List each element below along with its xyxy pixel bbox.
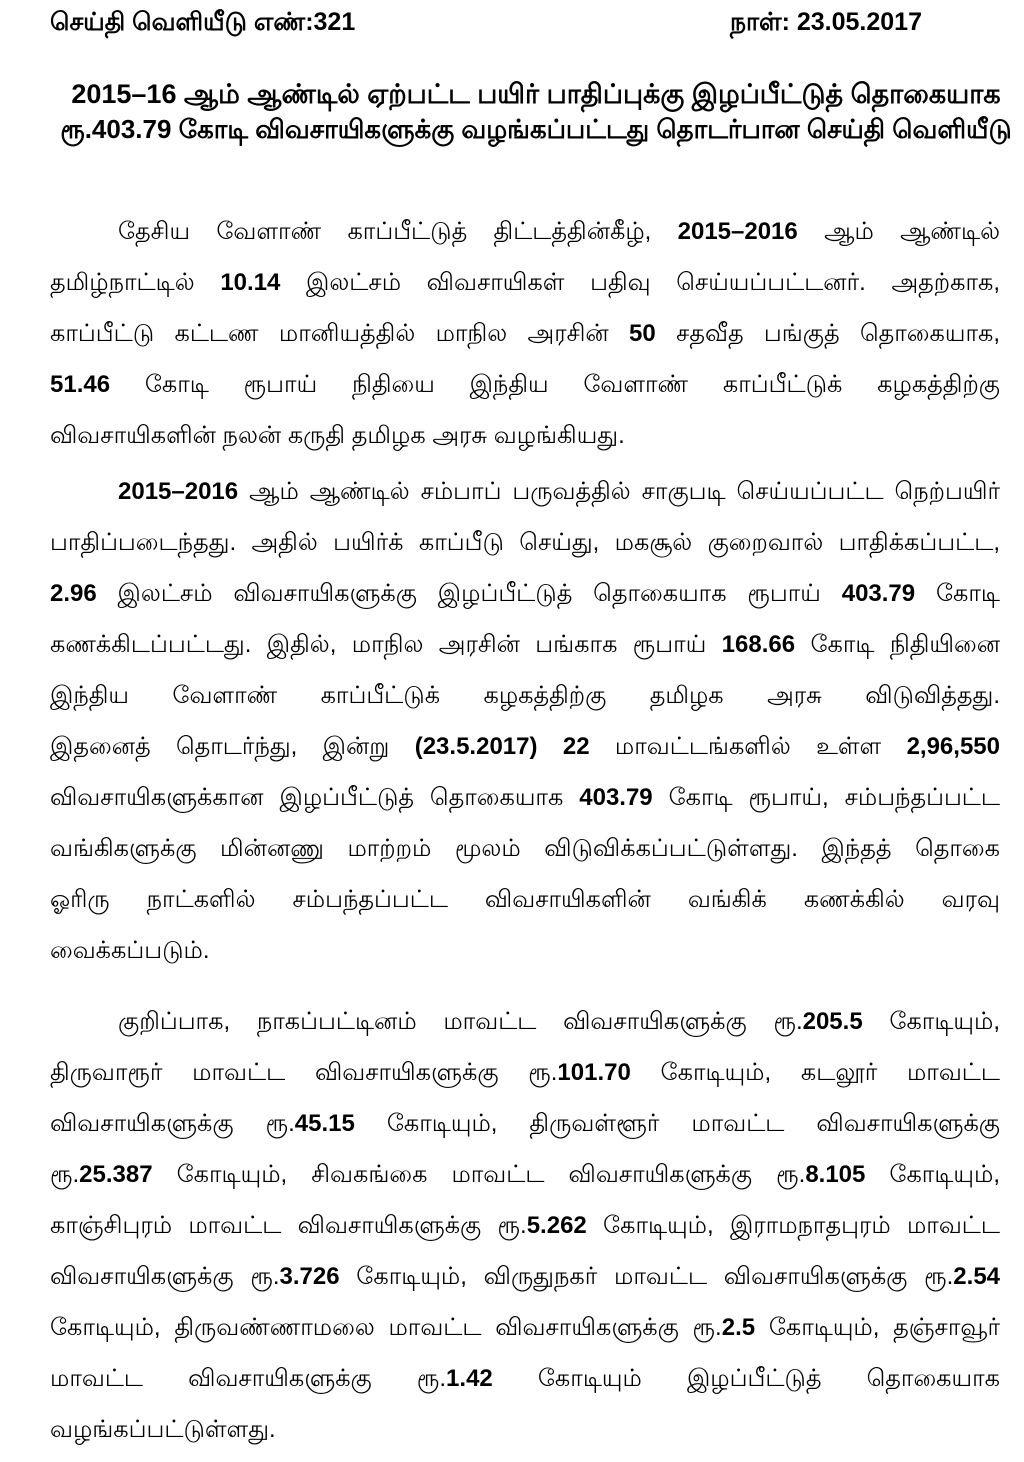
paragraph-line: விவசாயிகளின் நலன் கருதி தமிழக அரசு வழங்கியது. [50,422,625,449]
paragraph-district-amounts [50,996,1000,1455]
release-date: நாள்: 23.05.2017 [729,8,922,36]
paragraph-line: 2015–2016 ஆம் ஆண்டில் சம்பாப் பருவத்தில் சாகுபடி செய்யப்பட்ட நெற்பயிர் [118,478,1000,505]
release-header [50,6,922,38]
paragraph-line: வழங்கப்பட்டுள்ளது. [50,1416,276,1443]
paragraph-line: மாவட்ட விவசாயிகளுக்கு ரூ.1.42 கோடியும் இழப்பீட்டுத் தொகையாக [50,1365,1000,1392]
paragraph-line: விவசாயிகளுக்கு ரூ.45.15 கோடியும், திருவள்ளூர் மாவட்ட விவசாயிகளுக்கு [50,1110,1000,1137]
paragraph-line: 2.96 இலட்சம் விவசாயிகளுக்கு இழப்பீட்டுத் தொகையாக ரூபாய் 403.79 கோடி [50,580,1000,607]
paragraph-line: கோடியும், திருவண்ணாமலை மாவட்ட விவசாயிகளுக்கு ரூ.2.5 கோடியும், தஞ்சாவூர் [50,1314,1000,1341]
paragraph-line: காப்பீட்டு கட்டண மானியத்தில் மாநில அரசின் 50 சதவீத பங்குத் தொகையாக, [50,320,1001,347]
paragraph-line: தமிழ்நாட்டில் 10.14 இலட்சம் விவசாயிகள் பதிவு செய்யப்பட்டனர். அதற்காக, [50,269,1000,296]
paragraph-line: இந்திய வேளாண் காப்பீட்டுக் கழகத்திற்கு தமிழக அரசு விடுவித்தது. [50,682,1000,709]
title-line: ரூ.403.79 கோடி விவசாயிகளுக்கு வழங்கப்பட்டது தொடர்பான செய்தி வெளியீடு [60,114,1012,144]
paragraph-line: விவசாயிகளுக்கு ரூ.3.726 கோடியும், விருதுநகர் மாவட்ட விவசாயிகளுக்கு ரூ.2.54 [50,1263,1001,1290]
paragraph-line: பாதிப்படைந்தது. அதில் பயிர்க் காப்பீடு செய்து, மகசூல் குறைவால் பாதிக்கப்பட்ட, [50,529,1000,556]
paragraph-line: விவசாயிகளுக்கான இழப்பீட்டுத் தொகையாக 403.79 கோடி ரூபாய், சம்பந்தப்பட்ட [50,784,1001,811]
title-line: 2015–16 ஆம் ஆண்டில் ஏற்பட்ட பயிர் பாதிப்புக்கு இழப்பீட்டுத் தொகையாக [71,79,1001,109]
paragraph-line: 51.46 கோடி ரூபாய் நிதியை இந்திய வேளாண் காப்பீட்டுக் கழகத்திற்கு [50,371,1000,398]
release-number: செய்தி வெளியீடு எண்:321 [50,8,356,36]
paragraph-line: வங்கிகளுக்கு மின்னணு மாற்றம் மூலம் விடுவிக்கப்பட்டுள்ளது. இந்தத் தொகை [50,835,1000,862]
paragraph-line: ரூ.25.387 கோடியும், சிவகங்கை மாவட்ட விவசாயிகளுக்கு ரூ.8.105 கோடியும், [50,1161,1000,1188]
paragraph-line: வைக்கப்படும். [50,937,210,964]
release-title [52,77,1020,147]
paragraph-insurance-premium [50,206,1000,461]
paragraph-line: குறிப்பாக, நாகப்பட்டினம் மாவட்ட விவசாயிகளுக்கு ரூ.205.5 கோடியும், [118,1008,1000,1035]
paragraph-compensation-release [50,466,1000,976]
paragraph-line: காஞ்சிபுரம் மாவட்ட விவசாயிகளுக்கு ரூ.5.262 கோடியும், இராமநாதபுரம் மாவட்ட [50,1212,1000,1239]
paragraph-line: இதனைத் தொடர்ந்து, இன்று (23.5.2017) 22 மாவட்டங்களில் உள்ள 2,96,550 [50,733,1000,760]
paragraph-line: கணக்கிடப்பட்டது. இதில், மாநில அரசின் பங்காக ரூபாய் 168.66 கோடி நிதியினை [50,631,1000,658]
paragraph-line: தேசிய வேளாண் காப்பீட்டுத் திட்டத்தின்கீழ், 2015–2016 ஆம் ஆண்டில் [118,218,1000,245]
paragraph-line: ஓரிரு நாட்களில் சம்பந்தப்பட்ட விவசாயிகளின் வங்கிக் கணக்கில் வரவு [50,886,1000,913]
paragraph-line: திருவாரூர் மாவட்ட விவசாயிகளுக்கு ரூ.101.70 கோடியும், கடலூர் மாவட்ட [50,1059,1000,1086]
